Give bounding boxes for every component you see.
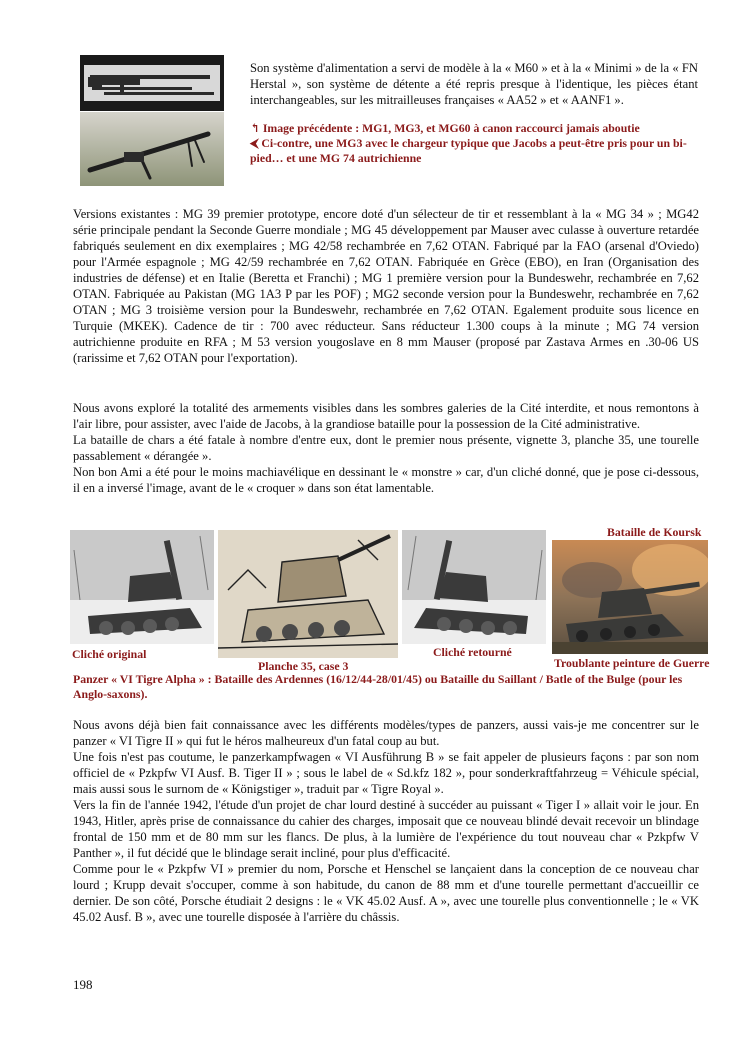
image-caption-previous: ↰ Image précédente : MG1, MG3, et MG60 à canon raccourci jamais aboutie bbox=[250, 121, 640, 135]
versions-paragraph: Versions existantes : MG 39 premier prototype, encore doté d'un sélecteur de tir et ressemblant à la « MG 34 » ; MG42 série principale pendant la Seconde Guerre mondiale ; MG 45 développement par Mauser avec culasse à ouverture retardée fabriqués seulement en dix exemplaires ; MG 42/58 rechambrée en 7,62 OTAN. Fabriqué par la FAO (arsenal d'Oviedo) pour l'Armée espagnole ; MG 42/59 rechambrée en 7,62 OTAN. Fabriquée en Grèce (EBO), en Iran (Organisation des industries de défense) et en Italie (Beretta et Franchi) ; MG 1 première version pour la Bundeswehr, rechambrée en 7,62 OTAN. Fabriquée au Pakistan (MG 1A3 P par les POF) ; MG2 seconde version pour la Bundeswehr, rechambrée en 7,62 OTAN ; MG 3 troisième version pour la Bundeswehr, rechambrée en 7,62 OTAN. Egalement produite sous licence en Turquie (MKEK). Cadence de tir : 700 avec réducteur. Sans réducteur 1.300 coups à la minute ; MG 74 version autrichienne produite en RFA ; M 53 version yougoslave en 8 mm Mauser (proposé par Zastava Armes en .30-06 US (rarissime et 7,62 OTAN pour l'exportation). bbox=[73, 207, 699, 365]
body-paragraph-3: Vers la fin de l'année 1942, l'étude d'un projet de char lourd destiné à succéder au puissant « Tiger I » allait voir le jour. En 1943, Hitler, après prise de connaissance du cahier des charges, imposait que ce nouveau blindé devait recevoir un blindage frontal de 150 mm et de 80 mm sur les flancs. De plus, à la lumière de l'expérience du tout nouveau char « Pzkpfw V Panther », il fut décidé que le blindage serait incliné, pour plus d'efficacité. bbox=[73, 798, 699, 860]
caption-koursk: Bataille de Koursk bbox=[607, 525, 702, 539]
body-block bbox=[73, 717, 699, 925]
caption-original: Cliché original bbox=[72, 647, 147, 661]
mg-photo-top bbox=[80, 55, 224, 111]
explore-paragraph-1: Nous avons exploré la totalité des armements visibles dans les sombres galeries de la Cité interdite, et nous remontons à l'air libre, pour assister, avec l'aide de Jacobs, à la grandiose bataille pour la possession de la Cité administrative. bbox=[73, 401, 699, 431]
caption-retourne: Cliché retourné bbox=[433, 645, 512, 659]
page-number: 198 bbox=[73, 977, 93, 992]
mg3-photo bbox=[80, 112, 224, 186]
intro-block bbox=[250, 60, 698, 166]
body-paragraph-1: Nous avons déjà bien fait connaissance avec les différents modèles/types de panzers, aussi vais-je me concentrer sur le panzer « VI Tigre II » qui fut le héros malheureux d'un fatal coup au but. bbox=[73, 718, 699, 748]
photo-original bbox=[70, 530, 214, 644]
caption-planche: Planche 35, case 3 bbox=[258, 659, 349, 673]
photo-retourne bbox=[402, 530, 546, 644]
explore-paragraph-3: Non bon Ami a été pour le moins machiavélique en dessinant le « monstre » car, d'un cliché donné, que je pose ci-dessous, il en a inversé l'image, avant de le « croquer » dans son état lamentable. bbox=[73, 465, 699, 495]
explore-block bbox=[73, 400, 699, 496]
explore-paragraph-2: La bataille de chars a été fatale à nombre d'entre eux, dont le premier nous présente, vignette 3, planche 35, une tourelle passablement « dérangée ». bbox=[73, 433, 699, 463]
image-caption-mg3: ⮜ Ci-contre, une MG3 avec le chargeur typique que Jacobs a peut-être pris pour un bi-pied… et une MG 74 autrichienne bbox=[250, 136, 687, 165]
body-paragraph-2: Une fois n'est pas coutume, le panzerkampfwagen « VI Ausführung B » se fait appeler de plusieurs façons : par son nom officiel de « Pzkpfw VI Ausf. B. Tiger II » ; sous le label de « Sd.kfz 182 », pour sonderkraftfahrzeug = Véhicule spécial, mais aussi sous le surnom de « Königstiger », traduit par « Tigre Royal ». bbox=[73, 750, 699, 796]
caption-peinture: Troublante peinture de Guerre bbox=[554, 656, 710, 670]
intro-paragraph: Son système d'alimentation a servi de modèle à la « M60 » et à la « Minimi » de la « FN Herstal », son système de détente a été repris presque à l'identique, les pièces étant interchangeables, sur les mitrailleuses françaises « AA52 » et « AANF1 ». bbox=[250, 61, 698, 107]
photo-planche-35 bbox=[218, 530, 398, 658]
panzer-caption: Panzer « VI Tigre Alpha » : Bataille des Ardennes (16/12/44-28/01/45) ou Bataille du Saillant / Batle of the Bulge (pour les Anglo-saxons). bbox=[73, 672, 683, 701]
photo-koursk-painting bbox=[552, 540, 708, 654]
body-paragraph-4: Comme pour le « Pzkpfw VI » premier du nom, Porsche et Henschel se lançaient dans la conception de ce nouveau char lourd ; Krupp devait s'occuper, comme à son habitude, du canon de 88 mm et d'une tourelle permettant d'accueillir ce dernier. De son côté, Porsche étudiait 2 designs : le « VK 45.02 Ausf. A », avec une tourelle plus conventionnelle ; le « VK 45.02 Ausf. B », avec une tourelle disposée à l'arrière du châssis. bbox=[73, 862, 699, 924]
